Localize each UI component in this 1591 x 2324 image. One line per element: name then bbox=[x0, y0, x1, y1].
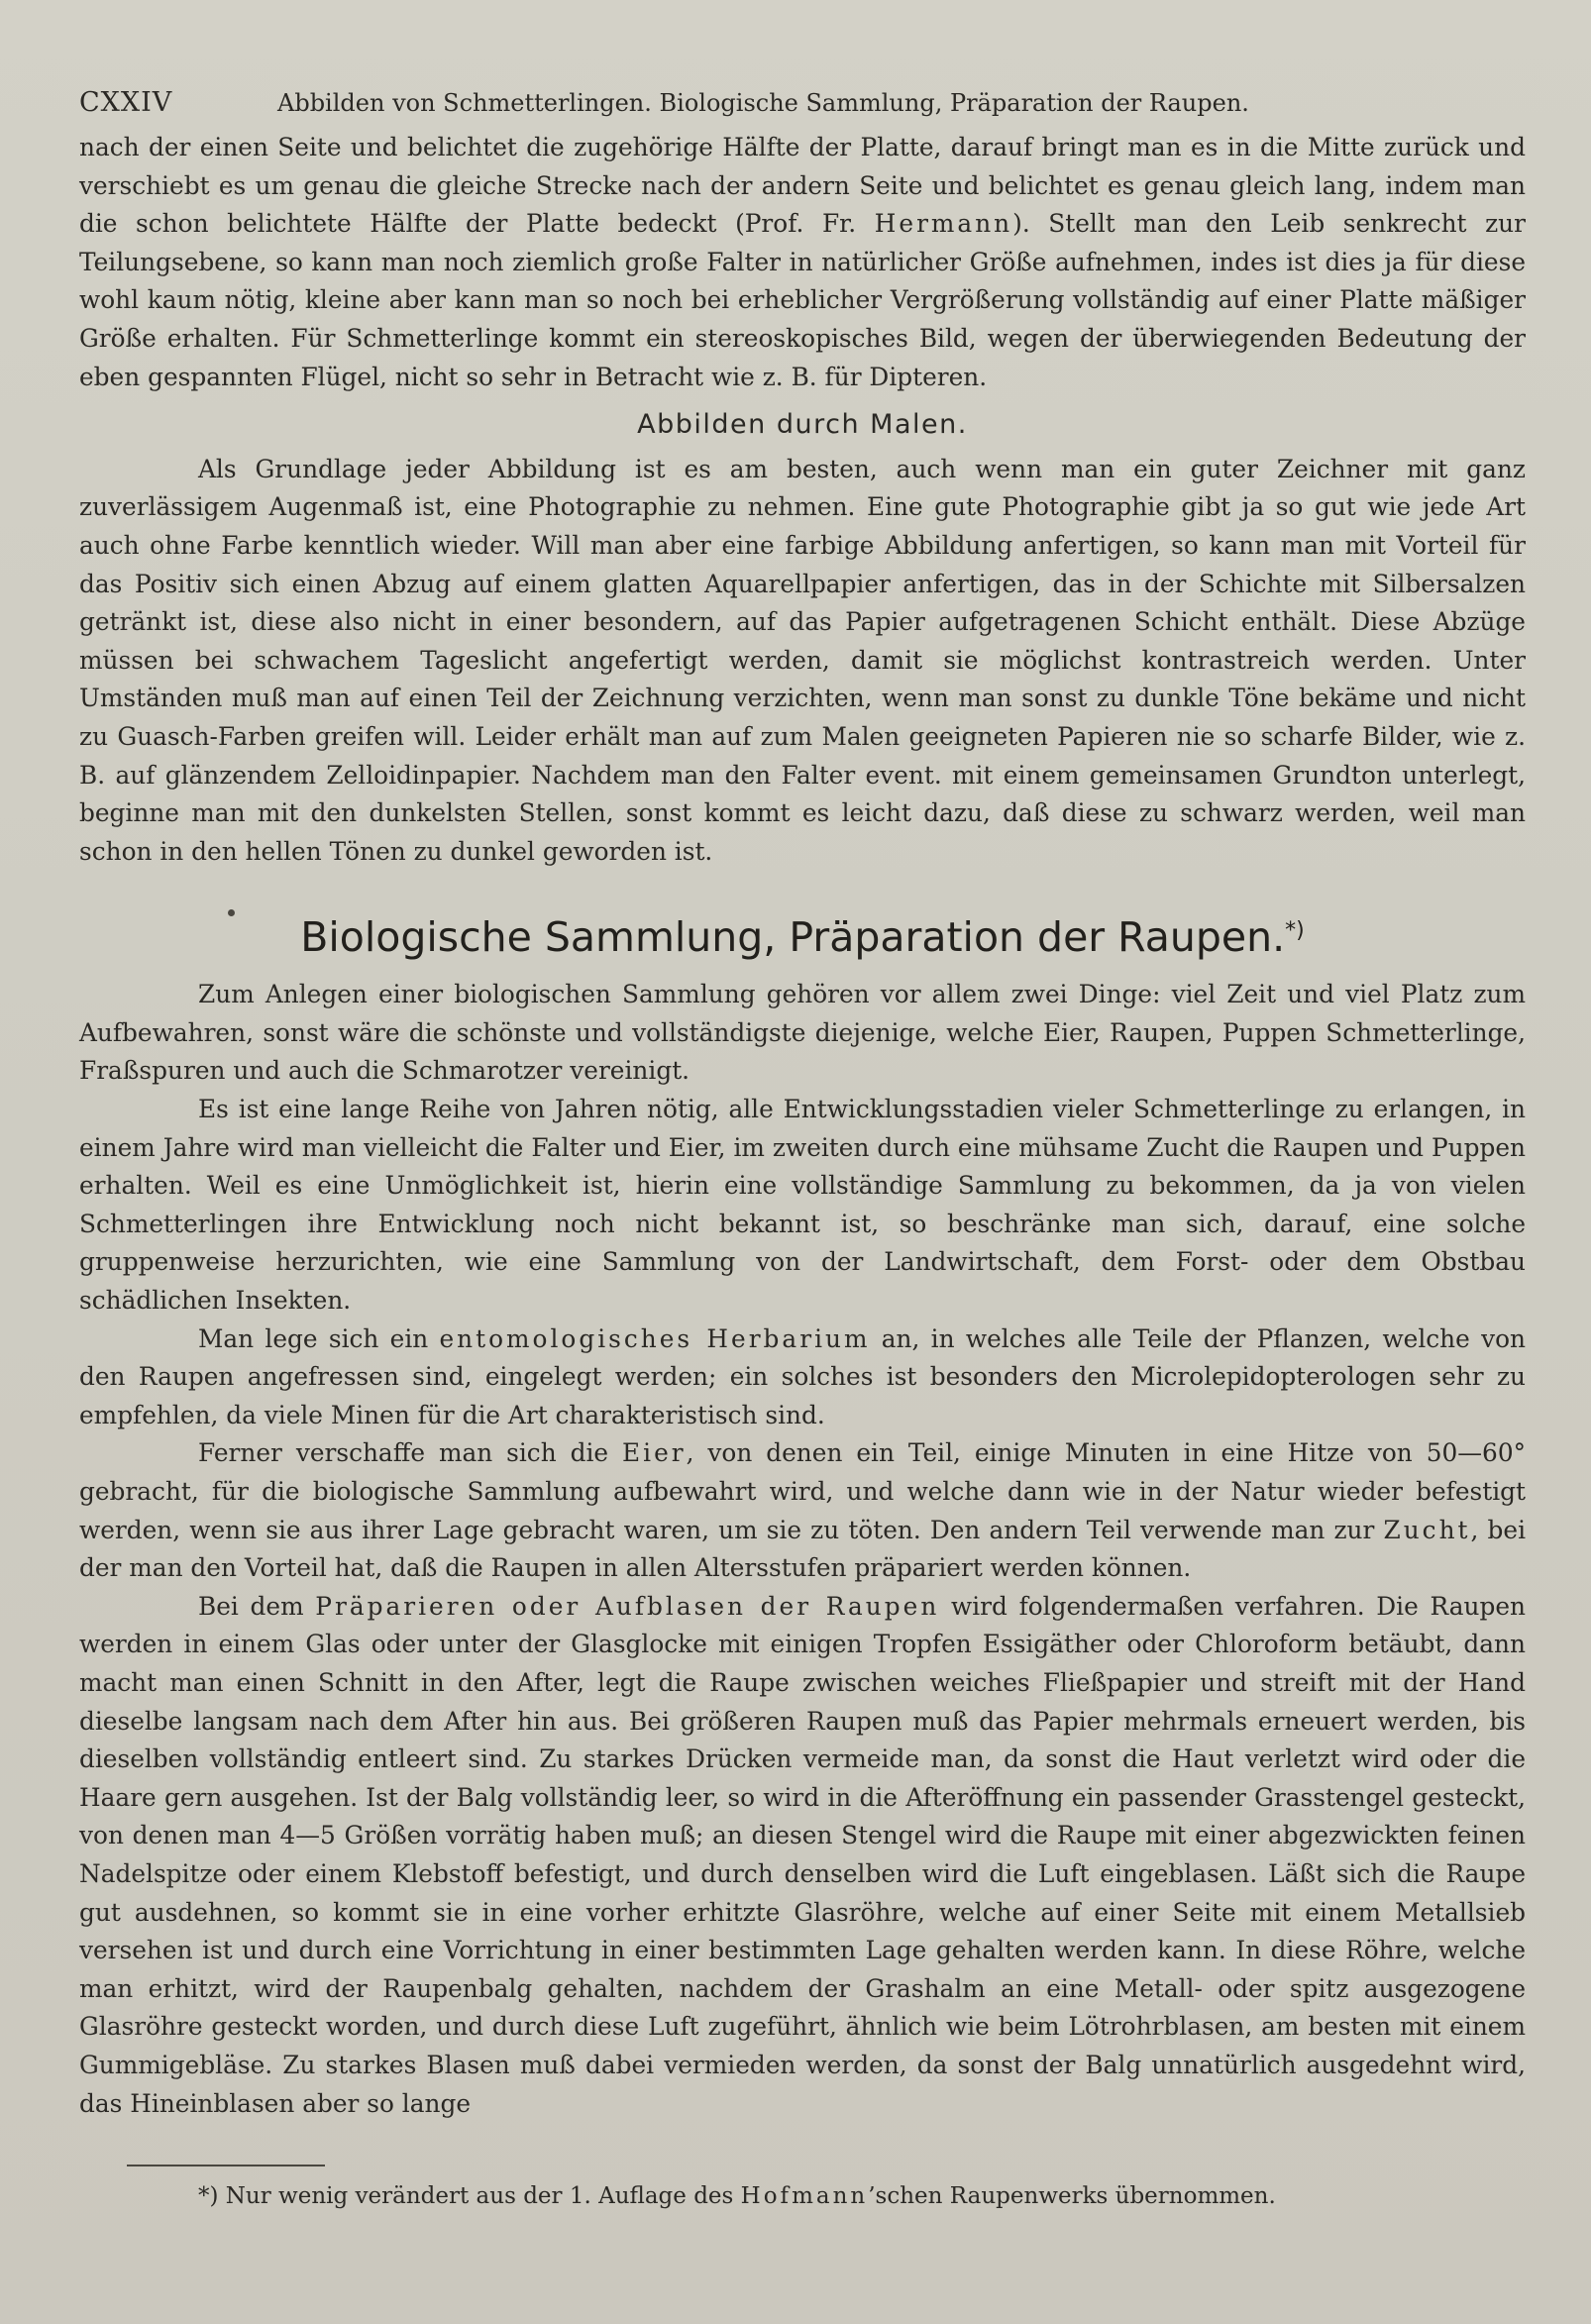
page-number: CXXIV bbox=[79, 87, 173, 118]
chapter-heading bbox=[79, 906, 1526, 962]
chapter-heading-text: Biologische Sammlung, Präparation der Raupen. bbox=[300, 913, 1286, 962]
page-body bbox=[79, 129, 1526, 2123]
text-run: Man lege sich ein bbox=[198, 1323, 440, 1353]
text-run: ’schen Raupenwerks übernommen. bbox=[868, 2183, 1276, 2209]
emphasis-term: Eier bbox=[622, 1438, 687, 1468]
paragraph-stages: Es ist eine lange Reihe von Jahren nötig, alle Entwicklungsstadien vieler Schmetterlinge zu erlangen, in einem Jahre wird man vielleicht die Falter und Eier, im zweiten durch eine mühsame Zucht die Raupen und Puppen erhalten. Weil es eine Unmöglichkeit ist, hierin eine vollständige Sammlung zu bekommen, da ja von vielen Schmetterlingen ihre Entwicklung noch nicht bekannt ist, so beschränke man sich, darauf, eine solche gruppenweise herzurichten, wie eine Sammlung von der Landwirtschaft, dem Forst- oder dem Obstbau schädlichen Insekten. bbox=[79, 1095, 1526, 1316]
author-name: Hofmann bbox=[740, 2183, 869, 2209]
paragraph-preparation bbox=[79, 1588, 1526, 2123]
footnote-reference: *) bbox=[1285, 918, 1305, 944]
running-header bbox=[79, 87, 1536, 127]
footnote bbox=[198, 2183, 1276, 2209]
text-run: nach der einen Seite und belichtet die zugehörige Hälfte der Platte, darauf bringt man es in die Mitte zurück und verschiebt es um genau die gleiche Strecke nach der andern Seite und belichtet es genau gleich lang, indem man die schon belichtete Hälfte der Platte bedeckt (Prof. Fr. bbox=[79, 133, 1526, 239]
paragraph-intro: Zum Anlegen einer biologischen Sammlung gehören vor allem zwei Dinge: viel Zeit und viel Platz zum Aufbewahren, sonst wäre die schönste und vollständigste diejenige, welche Eier, Raupen, Puppen Schmetterlinge, Fraßspuren und auch die Schmarotzer vereinigt. bbox=[79, 980, 1526, 1086]
text-run: wird folgendermaßen verfahren. Die Raupen werden in einem Glas oder unter der Glasglocke mit einigen Tropfen Essigäther oder Chloroform betäubt, dann macht man einen Schnitt in den After, legt die Raupe zwischen weiches Fließpapier und streift mit der Hand dieselbe langsam nach dem After hin aus. Bei größeren Raupen muß das Papier mehrmals erneuert werden, bis dieselben vollständig entleert sind. Zu starkes Drücken vermeide man, da sonst die Haut verletzt wird oder die Haare gern ausgehen. Ist der Balg vollständig leer, so wird in die Afteröffnung ein passender Grasstengel gesteckt, von denen man 4—5 Größen vorrätig haben muß; an diesen Stengel wird die Raupe mit einer abgezwickten feinen Nadelspitze oder einem Klebstoff befestigt, und durch denselben wird die Luft eingeblasen. Läßt sich die Raupe gut ausdehnen, so kommt sie in eine vorher erhitzte Glasröhre, welche auf einer Seite mit einem Metallsieb versehen ist und durch eine Vorrichtung in einer bestimmten Lage gehalten werden kann. In diese Röhre, welche man erhitzt, wird der Raupenbalg gehalten, nachdem der Grashalm an eine Metall- oder spitz ausgezogene Glasröhre gesteckt worden, und durch diese Luft zugeführt, ähnlich wie beim Lötrohrblasen, am besten mit einem Gummigebläse. Zu starkes Blasen muß dabei vermieden werden, da sonst der Balg unnatürlich ausgedehnt wird, das Hineinblasen aber so lange bbox=[79, 1591, 1526, 2118]
text-run: Nur wenig verändert aus der 1. Auflage des bbox=[218, 2183, 741, 2209]
emphasis-term: entomologisches Herbarium bbox=[439, 1323, 871, 1353]
emphasis-term: Präparieren oder Aufblasen der Raupen bbox=[315, 1591, 940, 1621]
running-title: Abbilden von Schmetterlingen. Biologische Sammlung, Präparation der Raupen. bbox=[277, 89, 1249, 117]
paragraph-eggs bbox=[79, 1434, 1526, 1587]
text-run: Bei dem bbox=[198, 1591, 316, 1621]
text-run: Ferner verschaffe man sich die bbox=[198, 1438, 623, 1468]
emphasis-term: Zucht bbox=[1383, 1515, 1471, 1544]
paragraph-continued bbox=[79, 129, 1526, 396]
text-run: an, in welches alle Teile der Pflanzen, welche von den Raupen angefressen sind, eingelegt werden; ein solches ist besonders den Microlepidopterologen sehr zu empfehlen, da viele Minen für die Art charakteristisch sind. bbox=[79, 1323, 1526, 1429]
footnote-rule bbox=[127, 2165, 325, 2166]
footnote-mark: *) bbox=[198, 2183, 219, 2209]
section-subheading: Abbilden durch Malen. bbox=[637, 409, 968, 441]
print-dot bbox=[228, 909, 235, 916]
paragraph-painting: Als Grundlage jeder Abbildung ist es am besten, auch wenn man ein guter Zeichner mit ganz zuverlässigem Augenmaß ist, eine Photographie zu nehmen. Eine gute Photographie gibt ja so gut wie jede Art auch ohne Farbe kenntlich wieder. Will man aber eine farbige Abbildung anfertigen, so kann man mit Vorteil für das Positiv sich einen Abzug auf einem glatten Aquarellpapier anfertigen, das in der Schichte mit Silbersalzen getränkt ist, diese also nicht in einer besondern, auf das Papier aufgetragenen Schicht enthält. Diese Abzüge müssen bei schwachem Tageslicht angefertigt werden, damit sie möglichst kontrastreich werden. Unter Umständen muß man auf einen Teil der Zeichnung verzichten, wenn man sonst zu dunkle Töne bekäme und nicht zu Guasch-Farben greifen will. Leider erhält man auf zum Malen geeigneten Papieren nie so scharfe Bilder, wie z. B. auf glänzendem Zelloidinpapier. Nachdem man den Falter event. mit einem gemeinsamen Grundton unterlegt, beginne man mit den dunkelsten Stellen, sonst kommt es leicht dazu, daß diese zu schwarz werden, weil man schon in den hellen Tönen zu dunkel geworden ist. bbox=[79, 454, 1526, 866]
text-run: , bei der man den Vorteil hat, daß die Raupen in allen Altersstufen präpariert werden können. bbox=[79, 1515, 1526, 1583]
text-run: ). Stellt man den Leib senkrecht zur Teilungsebene, so kann man noch ziemlich große Falter in natürlicher Größe aufnehmen, indes ist dies ja für diese wohl kaum nötig, kleine aber kann man so noch bei erheblicher Vergrößerung vollständig auf einer Platte mäßiger Größe erhalten. Für Schmetterlinge kommt ein stereoskopisches Bild, wegen der überwiegenden Bedeutung der eben gespannten Flügel, nicht so sehr in Betracht wie z. B. für Dipteren. bbox=[79, 209, 1526, 391]
paragraph-herbarium bbox=[79, 1320, 1526, 1435]
author-name: Hermann bbox=[874, 209, 1013, 239]
text-run: , von denen ein Teil, einige Minuten in eine Hitze von 50—60° gebracht, für die biologische Sammlung aufbewahrt wird, und welche dann wie in der Natur wieder befestigt werden, wenn sie aus ihrer Lage gebracht waren, um sie zu töten. Den andern Teil verwende man zur bbox=[79, 1438, 1527, 1544]
